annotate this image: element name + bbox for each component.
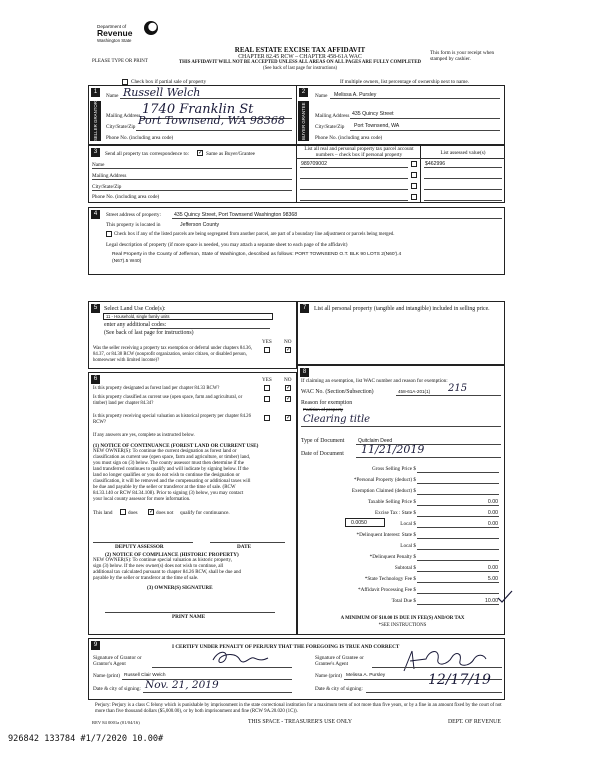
logo [97, 20, 167, 44]
corr-phone-label: Phone No. (including area code) [92, 194, 160, 200]
form-chapter: CHAPTER 82.45 RCW – CHAPTER 458-61A WAC [238, 54, 362, 60]
forest-yes-checkbox[interactable] [264, 385, 270, 391]
located-label: This property is located in [106, 222, 161, 228]
state-tech-fee-label: *State Technology Fee $ [364, 576, 416, 582]
current-use-yes-checkbox[interactable] [264, 396, 270, 402]
perjury-notice: Perjury: Perjury is a class C felony which is punishable by imprisonment in the state correctional institution for a maximum term of not more than five years, or by a fine in an amount fixed by the court of not more than five thousand dollars ($5,000.00), or by both imprisonment and fine (RCW 9A.20.020 (1C)). [95, 703, 502, 714]
grantor-print-label: Name (print) [93, 673, 120, 679]
type-print: PLEASE TYPE OR PRINT [92, 59, 148, 64]
delinquent-interest-label: *Delinquent Interest: State $ [356, 532, 416, 538]
local-value: 0.00 [487, 521, 498, 527]
total-due-value: 10.00 [485, 598, 498, 604]
does-label: does [128, 510, 138, 516]
grantee-date-label: Date & city of signing: [315, 686, 363, 692]
historic-question: Is this property receiving special valuation as historical property per chapter 84.26 RCW? [93, 414, 251, 425]
seller-name: Russell Welch [123, 86, 201, 99]
if-yes-note: If any answers are yes, complete as instructed below. [93, 433, 195, 438]
current-use-no-checkbox[interactable]: ✓ [286, 396, 292, 402]
assessed-value: $462996 [425, 161, 446, 167]
delinquent-penalty-label: *Delinquent Penalty $ [369, 554, 416, 560]
rev-number: REV 84 0001a (01/04/16) [92, 720, 140, 725]
exemption-yes-checkbox[interactable] [264, 347, 270, 353]
same-as-buyer-checkbox[interactable]: ✓ [198, 150, 204, 156]
current-use-question: Is this property classified as current use (open space, farm and agricultural, or timber) land per chapter 84.34? [93, 395, 243, 406]
segregated-checkbox[interactable] [106, 231, 112, 237]
certify-statement: I CERTIFY UNDER PENALTY OF PERJURY THAT THE FOREGOING IS TRUE AND CORRECT [172, 644, 400, 650]
exemption-question: Was the seller receiving a property tax exemption or deferral under chapters 84.36, 84.37, or 84.38 RCW (nonprofit organization, senior citizen, or disabled person, homeowner with limited income)? [93, 346, 252, 363]
notice-2-text: NEW OWNER(S): To continue special valuation as historic property, sign (3) below. If the new owner(s) does not wish to continue, all additional tax calculated pursuant to chapter 84.26 RCW, shall be due and payable by the seller or transferor at the time of sale. [93, 558, 241, 581]
legal-line-2: (N67).5 W40) [112, 259, 142, 264]
grantee-print-label: Name (print) [315, 673, 342, 679]
see-back: (See back of last page for instructions) [262, 66, 338, 71]
corr-name-label: Name [92, 162, 105, 168]
grantee-print-name: Melissa A. Pursley [346, 673, 386, 678]
logo-main: Revenue [97, 28, 133, 38]
does-checkbox[interactable] [120, 509, 126, 515]
parcel-personal-checkbox-3[interactable] [411, 183, 417, 189]
minimum-due-note: A MINIMUM OF $10.00 IS DUE IN FEE(S) AND/OR TAX [340, 616, 465, 621]
subtotal-value: 0.00 [487, 565, 498, 571]
grantor-signature [210, 648, 270, 668]
seller-address-label: Mailing Address [106, 113, 141, 119]
notice-1-text: NEW OWNER(S): To continue the current designation as forest land or classification as current use (open space, farm and agriculture, or timber) land, you must sign on (3) below. The county assessor must then determine if the land transferred continues to qualify and will indicate by signing below. If the land no longer qualifies or you do not wish to continue the designation or classification, it will be removed and the compensating or additional taxes will be due and payable by the seller or transferor at the time of sale. (RCW 84.33.140 or RCW 84.34.108). Prior to signing (3) below, you may contact your local county assessor for more information. [93, 449, 251, 502]
section-6-box [88, 372, 297, 635]
doc-type-label: Type of Document [301, 438, 345, 444]
grantee-signature [400, 645, 490, 675]
street-label: Street address of property: [106, 212, 161, 218]
gross-selling-price-label: Gross Selling Price $ [372, 466, 416, 472]
section-9-badge: 9 [91, 641, 100, 650]
section-2-badge: 2 [299, 88, 308, 97]
wac-handwritten: 215 [448, 383, 468, 394]
land-use-see-back: (See back of last page for instructions) [104, 330, 194, 336]
seller-city-label: City/State/Zip [106, 124, 136, 130]
yes-header-6: YES [262, 377, 272, 383]
parcel-header: List all real and personal property tax parcel account numbers – check box if personal property [304, 146, 414, 158]
parcel-personal-checkbox-2[interactable] [411, 172, 417, 178]
no-header-5: NO [284, 339, 292, 345]
notice-2-title: (2) NOTICE OF COMPLIANCE (HISTORIC PROPERTY) [105, 552, 239, 558]
historic-no-checkbox[interactable]: ✓ [286, 415, 292, 421]
buyer-name: Melissa A. Pursley [334, 92, 377, 98]
additional-codes-label: enter any additional codes: [104, 322, 167, 328]
send-correspondence-label: Send all property tax correspondence to: [105, 151, 189, 157]
street-address: 435 Quincy Street, Port Townsend Washington 98368 [174, 212, 298, 218]
form-warning: THIS AFFIDAVIT WILL NOT BE ACCEPTED UNLESS ALL AREAS ON ALL PAGES ARE FULLY COMPLETED [178, 60, 422, 65]
checkmark-icon [497, 590, 513, 604]
section-6-badge: 6 [91, 375, 100, 384]
doc-date-label: Date of Document [301, 451, 344, 457]
logo-sub: Washington State [97, 38, 132, 43]
grantor-print-name: Russell Clair Welch [124, 673, 166, 678]
recording-stamp: 926842 133784 #1/7/2020 10.00# [8, 734, 164, 744]
buyer-tab: BUYER GRANTEE [298, 101, 309, 141]
notice-1-title: (1) NOTICE OF CONTINUANCE (FOREST LAND OR CURRENT USE) [93, 443, 259, 449]
exemption-no-checkbox[interactable]: ✓ [286, 347, 292, 353]
local-label: Local $ [400, 521, 416, 527]
corr-city-label: City/State/Zip [92, 184, 122, 190]
forest-no-checkbox[interactable]: ✓ [286, 385, 292, 391]
dept-of-revenue: DEPT. OF REVENUE [448, 719, 501, 725]
partial-sale-label: Check box if partial sale of property [131, 79, 207, 85]
does-not-checkbox[interactable]: ✓ [149, 509, 155, 515]
seller-city: Port Townsend, WA 98368 [138, 114, 285, 127]
personal-property-label: List all personal property (tangible and intangible) included in selling price. [314, 306, 490, 312]
subtotal-label: Subtotal $ [394, 565, 416, 571]
deputy-date-label: DATE [237, 544, 252, 550]
state-tech-fee-value: 5.00 [487, 576, 498, 582]
no-header-6: NO [284, 377, 292, 383]
taxable-selling-price-value: 0.00 [487, 499, 498, 505]
land-use-label: Select Land Use Code(s): [104, 306, 166, 312]
grantor-date-label: Date & city of signing: [93, 686, 141, 692]
parcel-number: 989709002 [301, 161, 327, 167]
doc-date: 11/21/2019 [361, 443, 425, 456]
local-rate: 0.0050 [351, 520, 367, 526]
segregated-label: Check box if any of the listed parcels are being segregated from another parcel, are part of a boundary line adjustment or parcels being merged. [114, 232, 395, 237]
this-land-label: This land [93, 510, 113, 516]
buyer-address: 435 Quincy Street [352, 111, 394, 117]
corr-address-label: Mailing Address [92, 173, 127, 179]
multiple-owners-note: If multiple owners, list percentage of ownership next to name. [340, 79, 469, 85]
wac-label: WAC No. (Section/Subsection) [301, 389, 374, 395]
grantor-date: Nov. 21, 2019 [145, 679, 219, 691]
section-7-badge: 7 [300, 304, 309, 313]
revenue-logo-icon [143, 20, 159, 36]
grantee-date: 12/17/19 [428, 672, 491, 688]
excise-state-value: 0.00 [487, 510, 498, 516]
buyer-city: Port Townsend, WA [354, 123, 400, 129]
buyer-address-label: Mailing Address [315, 113, 350, 119]
delinquent-local-label: Local $ [400, 543, 416, 549]
section-4-badge: 4 [91, 210, 100, 219]
receipt-note: This form is your receipt when stamped by cashier. [430, 50, 495, 62]
treasurer-use: THIS SPACE - TREASURER'S USE ONLY [248, 719, 353, 725]
buyer-phone-label: Phone No. (including area code) [315, 135, 383, 141]
affidavit-fee-label: *Affidavit Processing Fee $ [358, 587, 416, 593]
reason-label: Reason for exemption [301, 400, 353, 406]
seller-name-label: Name [106, 93, 119, 99]
owner-signature-label: (3) OWNER(S) SIGNATURE [147, 585, 213, 591]
logo-top: Department of [97, 24, 127, 29]
qualify-label: qualify for continuance. [180, 510, 230, 516]
buyer-name-label: Name [315, 93, 328, 99]
historic-yes-checkbox[interactable] [264, 415, 270, 421]
personal-property-deduct-label: *Personal Property (deduct) $ [353, 477, 416, 483]
exemption-claimed-label: Exemption Claimed (deduct) $ [351, 488, 416, 494]
parcel-personal-checkbox-1[interactable] [411, 161, 417, 167]
reason-typed: Partition of property [303, 407, 344, 412]
deputy-assessor-label: DEPUTY ASSESSOR [115, 544, 164, 550]
assessed-header: List assessed value(s) [440, 150, 486, 156]
total-due-label: Total Due $ [391, 598, 416, 604]
taxable-selling-price-label: Taxable Selling Price $ [367, 499, 416, 505]
section-1-badge: 1 [91, 88, 100, 97]
print-name-label: PRINT NAME [172, 614, 206, 620]
land-use-code: 11 - Household, single family units [106, 314, 170, 319]
seller-phone-label: Phone No. (including area code) [106, 135, 174, 141]
legal-label: Legal description of property (if more space is needed, you may attach a separate sheet to each page of the affidavit) [106, 242, 348, 248]
section-3-badge: 3 [91, 148, 100, 157]
wac-typed: 458-61A-201(1) [398, 389, 431, 394]
same-as-buyer-label: Same as Buyer/Grantee [206, 151, 255, 157]
yes-header-5: YES [262, 339, 272, 345]
buyer-city-label: City/State/Zip [315, 124, 345, 130]
grantee-signature-label: Signature of Grantee or Grantee's Agent [315, 655, 364, 667]
claim-exemption-label: If claiming an exemption, list WAC number and reason for exemption: [301, 378, 448, 384]
county: Jefferson County [180, 222, 220, 228]
parcel-personal-checkbox-4[interactable] [411, 194, 417, 200]
grantor-signature-label: Signature of Grantor or Grantor's Agent [93, 655, 142, 667]
reason-handwritten: Clearing title [303, 414, 371, 425]
seller-tab: SELLER GRANTOR [90, 101, 101, 141]
seller-address: 1740 Franklin St [142, 102, 254, 117]
doc-type: Quitclaim Deed [358, 438, 393, 444]
see-instructions: *SEE INSTRUCTIONS [378, 623, 427, 628]
forest-question: Is this property designated as forest land per chapter 84.33 RCW? [93, 386, 220, 391]
section-5-badge: 5 [91, 304, 100, 313]
section-8-badge: 8 [300, 368, 309, 377]
excise-state-label: Excise Tax : State $ [374, 510, 416, 516]
form-title: REAL ESTATE EXCISE TAX AFFIDAVIT [234, 46, 366, 54]
legal-line-1: Real Property in the County of Jefferson, State of Washington, described as follows: PORT TOWNSEND O.T. BLK 90 LOTS 2(N60').4 [112, 252, 402, 257]
does-not-label: does not [156, 510, 174, 516]
